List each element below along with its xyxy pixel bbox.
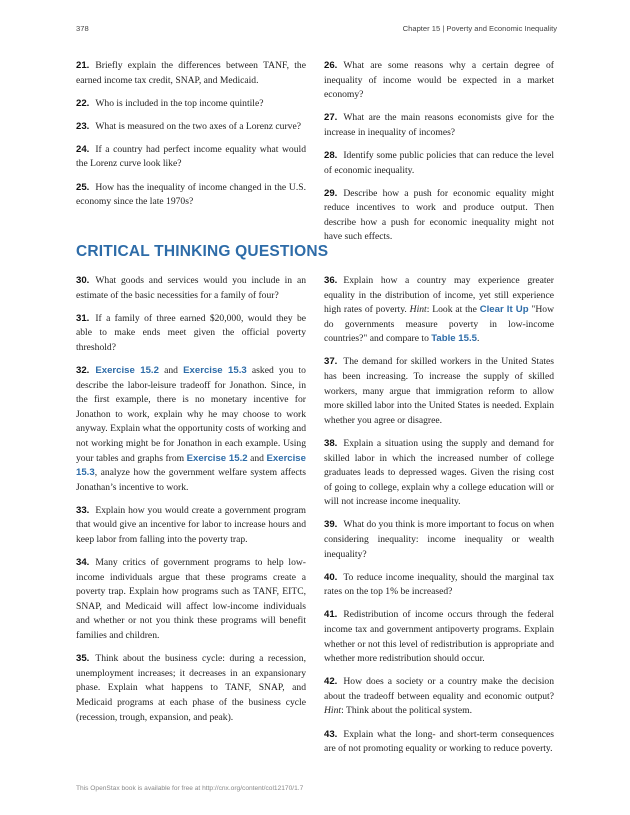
question-item (76, 181, 306, 210)
question-number: 40. (324, 571, 338, 583)
chapter-header: Chapter 15 | Poverty and Economic Inequality (402, 24, 557, 33)
question-text: and (247, 452, 267, 464)
question-number: 28. (324, 149, 338, 161)
cross-reference-link[interactable]: Exercise 15.3 (76, 452, 306, 479)
question-text: How has the inequality of income changed in the U.S. economy since the late 1970s? (76, 181, 306, 208)
question-number: 25. (76, 181, 90, 193)
question-number: 21. (76, 60, 90, 71)
question-number: 32. (76, 364, 90, 376)
critical-questions-right (324, 274, 554, 765)
question-number: 27. (324, 112, 338, 124)
question-item (76, 504, 306, 548)
question-text: "How do governments measure poverty in low-income countries?" and compare to (324, 304, 554, 345)
page-number: 378 (76, 24, 89, 33)
review-questions-left (76, 59, 306, 218)
question-text: To reduce income inequality, should the marginal tax rates on the top 1% be increased? (324, 571, 554, 598)
question-text: The demand for skilled workers in the United States has been increasing. To increase the supply of skilled workers, many argue that immigration reform to allow more skilled labor into the United States is needed. Explain whether you agree or disagree. (324, 356, 554, 426)
question-number: 37. (324, 356, 338, 368)
question-item (324, 437, 554, 510)
question-number: 38. (324, 437, 338, 449)
question-number: 43. (324, 728, 338, 740)
question-text: Explain how you would create a government program that would give an incentive for labor to increase hours and keep labor from falling into the poverty trap. (76, 504, 306, 545)
question-item (324, 608, 554, 666)
critical-questions-left (76, 274, 306, 734)
cross-reference-link[interactable]: Table 15.5 (431, 333, 477, 345)
question-text: How does a society or a country make the decision about the tradeoff between equality and economic output? (324, 676, 554, 702)
question-text: What are the main reasons economists give for the increase in inequality of incomes? (324, 112, 554, 138)
question-item (76, 143, 306, 172)
question-number: 24. (76, 143, 90, 155)
question-item (76, 652, 306, 725)
question-text: asked you to describe the labor-leisure tradeoff for Jonathon. Since, in the first example, there is no monetary incentive for Jonathon to work, explain why he may choose to work anyway. Explain what the opportunity costs of working and not working might be for Jonathon in each example. Using your tables and graphs from (76, 364, 306, 464)
question-item (76, 312, 306, 356)
question-item (324, 187, 554, 245)
question-text: If a country had perfect income equality what would the Lorenz curve look like? (76, 143, 306, 170)
question-text: Describe how a push for economic equality might reduce incentives to work and produce output. Then describe how a push for economic inequality might not have such effects. (324, 187, 554, 243)
question-text: What is measured on the two axes of a Lorenz curve? (95, 120, 301, 132)
question-number: 34. (76, 557, 90, 569)
cross-reference-link[interactable]: Clear It Up (479, 304, 529, 316)
cross-reference-link[interactable]: Exercise 15.3 (183, 364, 247, 376)
question-number: 39. (324, 519, 338, 531)
question-text: What goods and services would you include in an estimate of the basic necessities for a family of four? (76, 275, 306, 301)
question-text: If a family of three earned $20,000, would they be able to make ends meet given the official poverty threshold? (76, 312, 306, 353)
cross-reference-link[interactable]: Exercise 15.2 (95, 364, 159, 376)
question-text: Many critics of government programs to help low-income individuals argue that these programs create a poverty trap. Explain how programs such as TANF, EITC, SNAP, and Medicaid will affect low-income individuals and whether or not you think these programs will benefit families and children. (76, 557, 306, 642)
question-item (324, 518, 554, 562)
question-item (324, 728, 554, 757)
question-text: Briefly explain the differences between TANF, the earned income tax credit, SNAP, and Medicaid. (76, 60, 306, 86)
question-number: 36. (324, 275, 338, 286)
question-item (324, 111, 554, 140)
question-item (76, 97, 306, 112)
question-text: , analyze how the government welfare system affects Jonathan’s incentive to work. (76, 467, 306, 493)
question-item (76, 120, 306, 135)
question-number: 23. (76, 120, 90, 132)
question-number: 41. (324, 609, 338, 621)
question-text: : Think about the political system. (341, 705, 472, 717)
question-number: 29. (324, 187, 338, 199)
question-text: What are some reasons why a certain degree of inequality of income would be expected in a market economy? (324, 60, 554, 101)
question-item (324, 149, 554, 178)
question-number: 22. (76, 97, 90, 109)
question-text: Explain what the long- and short-term consequences are of not promoting equality or working to reduce poverty. (324, 728, 554, 755)
question-item (324, 59, 554, 103)
question-item (76, 556, 306, 644)
question-number: 31. (76, 312, 90, 324)
question-text: . (476, 333, 480, 345)
question-number: 35. (76, 653, 90, 665)
question-text: Think about the business cycle: during a recession, unemployment increases; it decreases in an expansionary phase. Explain what happens to TANF, SNAP, and Medicaid programs at each phase of the business cycle (recession, trough, expansion, and peak). (76, 653, 306, 723)
question-number: 30. (76, 275, 90, 286)
question-number: 26. (324, 60, 338, 71)
question-item (324, 675, 554, 719)
cross-reference-link[interactable]: Exercise 15.2 (186, 452, 248, 464)
question-number: 42. (324, 676, 338, 688)
question-text: What do you think is more important to focus on when considering inequality: income inequality or wealth inequality? (324, 519, 554, 560)
question-text: Identify some public policies that can reduce the level of economic inequality. (324, 149, 554, 176)
question-item (324, 355, 554, 428)
question-text: Redistribution of income occurs through the federal income tax and government antipoverty programs. Explain whether or not this level of redistribution is appropriate and whether more redistribution should occur. (324, 609, 554, 665)
question-item (324, 571, 554, 600)
question-text: Who is included in the top income quintile? (95, 97, 264, 109)
question-item (76, 274, 306, 303)
hint-label: Hint (409, 304, 427, 316)
question-number: 33. (76, 504, 90, 516)
question-item (76, 59, 306, 88)
question-item (324, 274, 554, 347)
hint-label: Hint (324, 705, 342, 717)
question-item (76, 364, 306, 495)
question-text: Explain a situation using the supply and demand for skilled labor in which the increased number of college graduates leads to depressed wages. Given the rising cost of going to college, explain why a college education will or will not increase income inequality. (324, 437, 554, 508)
question-text: Explain how a country may experience greater equality in the distribution of income, yet still experience high rates of poverty. (324, 275, 554, 316)
section-title: CRITICAL THINKING QUESTIONS (76, 243, 329, 260)
review-questions-right (324, 59, 554, 254)
question-text: and (158, 364, 184, 376)
question-text: : Look at the (426, 304, 480, 316)
footer-note: This OpenStax book is available for free at http://cnx.org/content/col12170/1.7 (76, 785, 304, 792)
